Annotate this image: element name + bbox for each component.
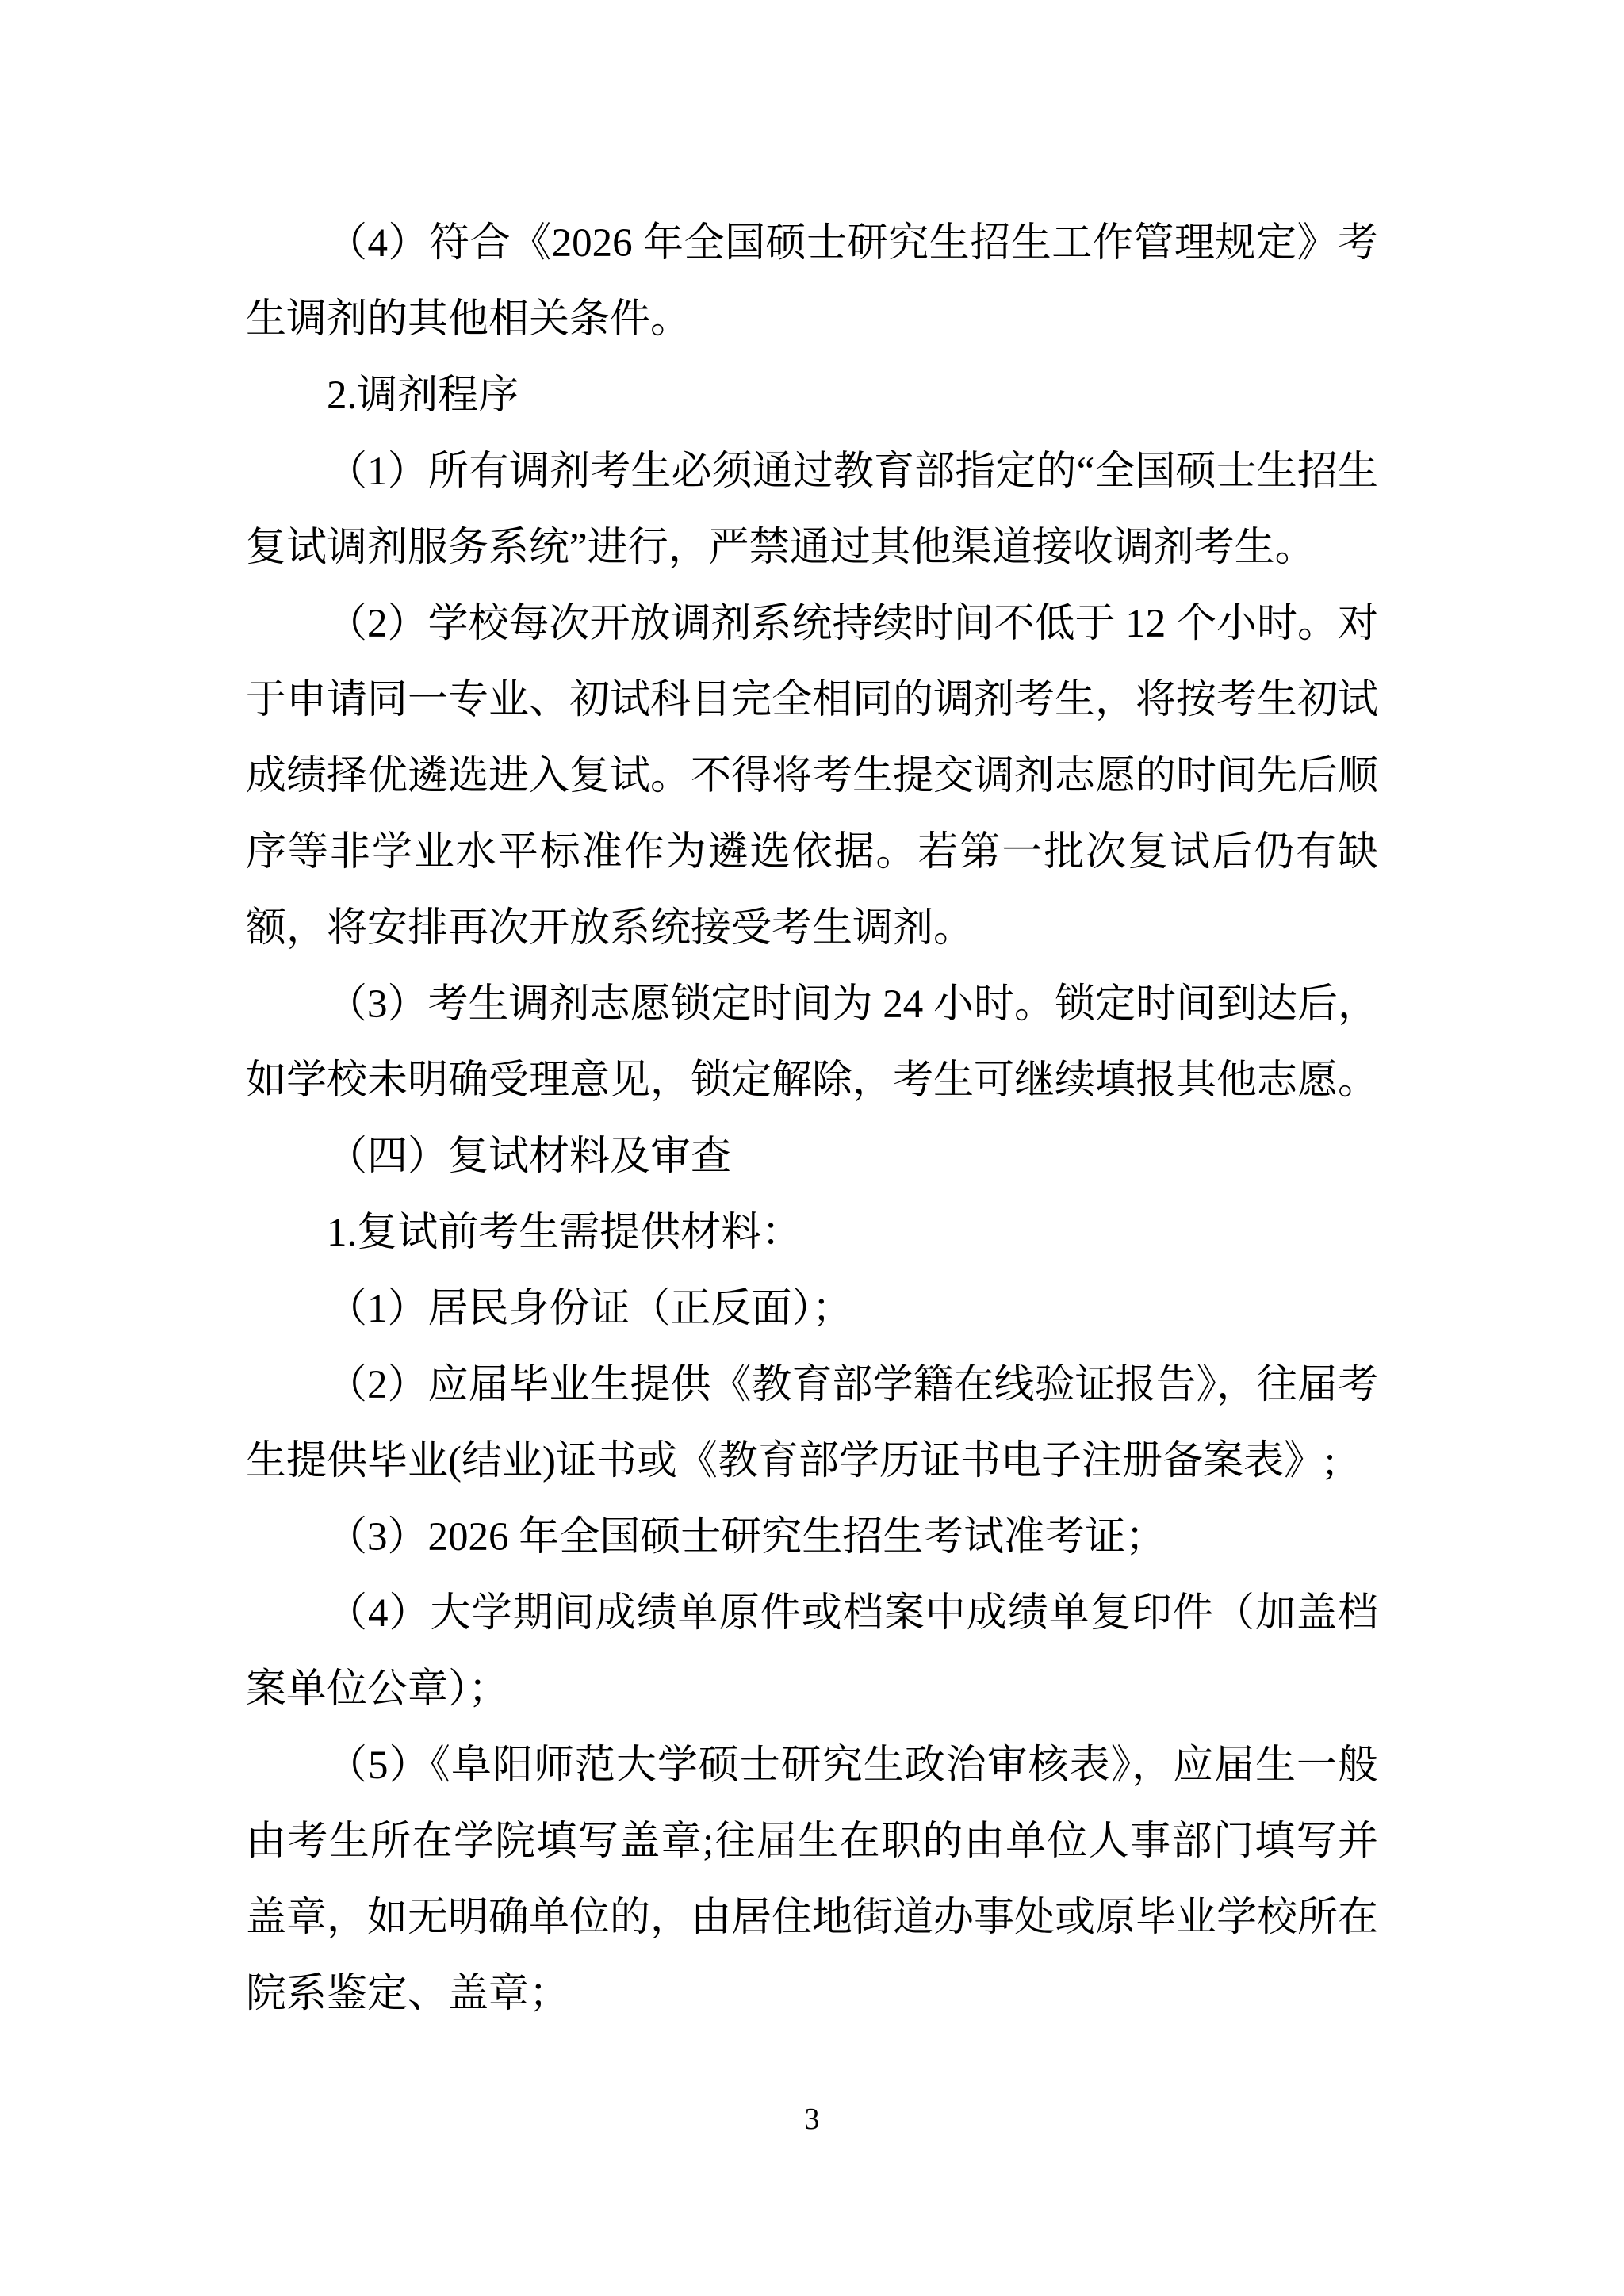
page-footer bbox=[0, 2084, 1624, 2154]
paragraph: （3）考生调剂志愿锁定时间为 24 小时。锁定时间到达后，如学校未明确受理意见，锁定解除，考生可继续填报其他志愿。 bbox=[246, 982, 1379, 1103]
paragraph: 1.复试前考生需提供材料： bbox=[327, 1211, 802, 1255]
paragraph: （3）2026 年全国硕士研究生招生考试准考证； bbox=[327, 1515, 1166, 1559]
page-number: 3 bbox=[804, 2103, 820, 2136]
paragraph: （4）符合《2026 年全国硕士研究生招生工作管理规定》考生调剂的其他相关条件。 bbox=[246, 221, 1378, 342]
paragraph: （4）大学期间成绩单原件或档案中成绩单复印件（加盖档案单位公章）； bbox=[246, 1591, 1378, 1712]
paragraph: （2）学校每次开放调剂系统持续时间不低于 12 个小时。对于申请同一专业、初试科目完全相同的调剂考生，将按考生初试成绩择优遴选进入复试。不得将考生提交调剂志愿的时间先后顺序等非学业水平标准作为遴选依据。若第一批次复试后仍有缺额，将安排再次开放系统接受考生调剂。 bbox=[246, 602, 1379, 951]
paragraph: （2）应届毕业生提供《教育部学籍在线验证报告》，往届考生提供毕业(结业)证书或《教育部学历证书电子注册备案表》; bbox=[246, 1363, 1379, 1483]
paragraph: （1）居民身份证（正反面）； bbox=[327, 1287, 853, 1331]
paragraph: （5）《阜阳师范大学硕士研究生政治审核表》，应届生一般由考生所在学院填写盖章;往届生在职的由单位人事部门填写并盖章，如无明确单位的，由居住地街道办事处或原毕业学校所在院系鉴定、盖章； bbox=[246, 1743, 1379, 2016]
paragraph: （1）所有调剂考生必须通过教育部指定的“全国硕士生招生复试调剂服务系统”进行，严禁通过其他渠道接收调剂考生。 bbox=[246, 450, 1378, 570]
page-content bbox=[246, 205, 1378, 2032]
paragraph: 2.调剂程序 bbox=[327, 373, 519, 418]
paragraph: （四）复试材料及审查 bbox=[327, 1135, 732, 1179]
